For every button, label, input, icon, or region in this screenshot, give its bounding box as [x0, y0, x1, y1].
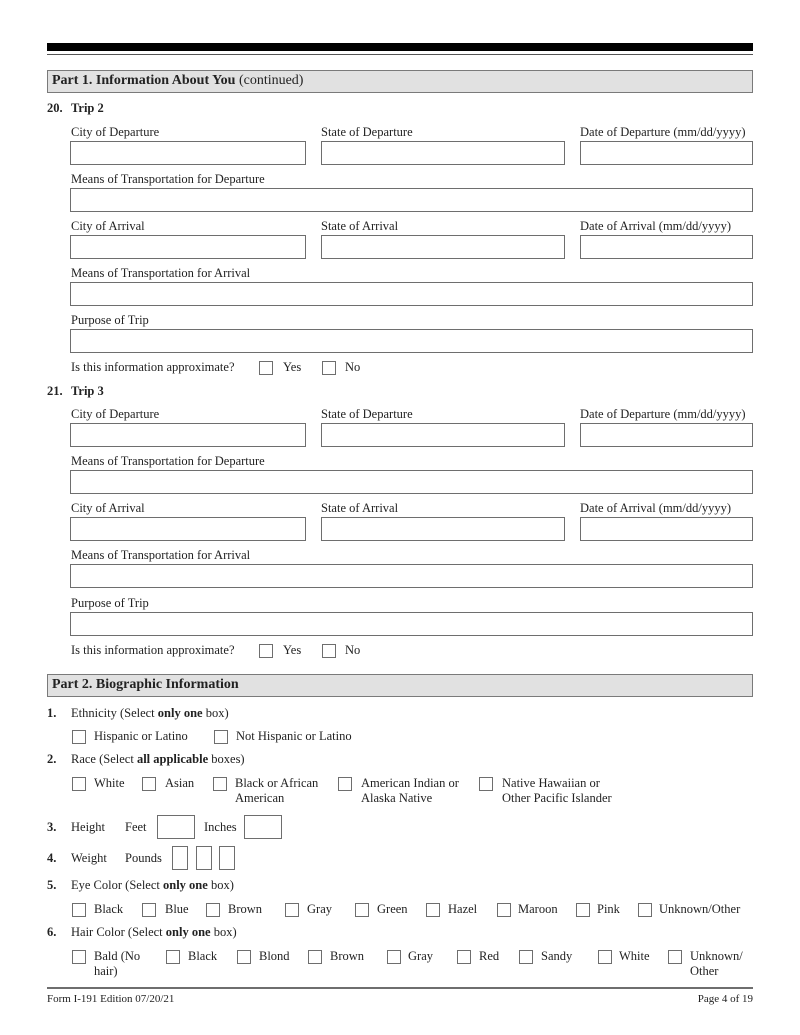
- weight-label: Weight: [71, 851, 107, 865]
- question-number: 1.: [47, 706, 57, 720]
- question-number: 5.: [47, 878, 57, 892]
- eye-hazel-checkbox[interactable]: [426, 903, 440, 917]
- approx-no-checkbox[interactable]: [322, 644, 336, 658]
- eye-color-label: Eye Color (Select only one box): [71, 878, 234, 892]
- ethnicity-not-hispanic-checkbox[interactable]: [214, 730, 228, 744]
- no-label: No: [345, 360, 361, 374]
- trip-title: Trip 3: [71, 384, 104, 398]
- date-departure-input[interactable]: [580, 141, 753, 165]
- city-departure-label: City of Departure: [71, 407, 160, 421]
- option-label: Red: [479, 949, 500, 963]
- option-label: Hispanic or Latino: [94, 729, 188, 743]
- hair-unknown-checkbox[interactable]: [668, 950, 682, 964]
- city-departure-input[interactable]: [70, 141, 306, 165]
- option-label: Blue: [165, 902, 189, 916]
- city-arrival-label: City of Arrival: [71, 501, 145, 515]
- footer-rule: [47, 987, 753, 989]
- option-label: Black or African American: [235, 776, 319, 805]
- option-label: Black: [94, 902, 124, 916]
- purpose-input[interactable]: [70, 329, 753, 353]
- option-label: American Indian or Alaska Native: [361, 776, 459, 805]
- option-label: Blond: [259, 949, 290, 963]
- means-arrival-label: Means of Transportation for Arrival: [71, 266, 251, 280]
- city-arrival-input[interactable]: [70, 517, 306, 541]
- eye-gray-checkbox[interactable]: [285, 903, 299, 917]
- weight-digit-1-input[interactable]: [172, 846, 188, 870]
- means-arrival-input[interactable]: [70, 282, 753, 306]
- height-inches-input[interactable]: [244, 815, 282, 839]
- part1-header: [47, 70, 753, 93]
- part1-title-suffix: (continued): [235, 73, 304, 88]
- state-arrival-input[interactable]: [321, 517, 565, 541]
- option-label: Hazel: [448, 902, 478, 916]
- state-arrival-label: State of Arrival: [321, 219, 399, 233]
- hair-gray-checkbox[interactable]: [387, 950, 401, 964]
- approx-yes-checkbox[interactable]: [259, 644, 273, 658]
- top-rule-thick: [47, 43, 753, 51]
- option-label: Bald (No hair): [94, 949, 141, 978]
- part1-title: Part 1. Information About You: [52, 73, 236, 88]
- city-arrival-label: City of Arrival: [71, 219, 145, 233]
- question-number: 4.: [47, 851, 57, 865]
- race-white-checkbox[interactable]: [72, 777, 86, 791]
- part2-title: Part 2. Biographic Information: [52, 677, 239, 692]
- state-arrival-label: State of Arrival: [321, 501, 399, 515]
- state-departure-label: State of Departure: [321, 407, 413, 421]
- option-label: Brown: [330, 949, 365, 963]
- hair-brown-checkbox[interactable]: [308, 950, 322, 964]
- trip-title: Trip 2: [71, 101, 104, 115]
- means-departure-input[interactable]: [70, 188, 753, 212]
- weight-digit-3-input[interactable]: [219, 846, 235, 870]
- weight-digit-2-input[interactable]: [196, 846, 212, 870]
- means-departure-label: Means of Transportation for Departure: [71, 172, 265, 186]
- race-asian-checkbox[interactable]: [142, 777, 156, 791]
- ethnicity-label: Ethnicity (Select only one box): [71, 706, 229, 720]
- height-feet-input[interactable]: [157, 815, 195, 839]
- eye-maroon-checkbox[interactable]: [497, 903, 511, 917]
- page-number: Page 4 of 19: [697, 993, 753, 1005]
- part2-header: [47, 674, 753, 697]
- option-label: Black: [188, 949, 218, 963]
- hair-bald-checkbox[interactable]: [72, 950, 86, 964]
- approx-yes-checkbox[interactable]: [259, 361, 273, 375]
- option-label: Gray: [408, 949, 433, 963]
- hair-sandy-checkbox[interactable]: [519, 950, 533, 964]
- approx-no-checkbox[interactable]: [322, 361, 336, 375]
- hair-black-checkbox[interactable]: [166, 950, 180, 964]
- option-label: Unknown/Other: [659, 902, 741, 916]
- hair-blond-checkbox[interactable]: [237, 950, 251, 964]
- race-american-indian-checkbox[interactable]: [338, 777, 352, 791]
- question-number: 21.: [47, 384, 63, 398]
- question-number: 6.: [47, 925, 57, 939]
- eye-blue-checkbox[interactable]: [142, 903, 156, 917]
- city-arrival-input[interactable]: [70, 235, 306, 259]
- option-label: Green: [377, 902, 408, 916]
- eye-unknown-checkbox[interactable]: [638, 903, 652, 917]
- date-arrival-input[interactable]: [580, 235, 753, 259]
- no-label: No: [345, 643, 361, 657]
- question-number: 3.: [47, 820, 57, 834]
- means-departure-input[interactable]: [70, 470, 753, 494]
- race-native-hawaiian-checkbox[interactable]: [479, 777, 493, 791]
- date-arrival-input[interactable]: [580, 517, 753, 541]
- option-label: Unknown/ Other: [690, 949, 743, 978]
- state-departure-input[interactable]: [321, 423, 565, 447]
- inches-label: Inches: [204, 820, 237, 834]
- height-label: Height: [71, 820, 106, 834]
- date-arrival-label: Date of Arrival (mm/dd/yyyy): [580, 219, 732, 233]
- yes-label: Yes: [283, 360, 302, 374]
- form-edition: Form I-191 Edition 07/20/21: [47, 993, 175, 1005]
- date-departure-input[interactable]: [580, 423, 753, 447]
- hair-red-checkbox[interactable]: [457, 950, 471, 964]
- means-arrival-label: Means of Transportation for Arrival: [71, 548, 251, 562]
- question-number: 2.: [47, 752, 57, 766]
- purpose-label: Purpose of Trip: [71, 313, 149, 327]
- means-departure-label: Means of Transportation for Departure: [71, 454, 265, 468]
- city-departure-label: City of Departure: [71, 125, 160, 139]
- option-label: White: [619, 949, 650, 963]
- state-departure-input[interactable]: [321, 141, 565, 165]
- question-number: 20.: [47, 101, 63, 115]
- eye-brown-checkbox[interactable]: [206, 903, 220, 917]
- feet-label: Feet: [125, 820, 147, 834]
- option-label: Native Hawaiian or Other Pacific Islander: [502, 776, 612, 805]
- option-label: Pink: [597, 902, 620, 916]
- option-label: Maroon: [518, 902, 558, 916]
- state-departure-label: State of Departure: [321, 125, 413, 139]
- city-departure-input[interactable]: [70, 423, 306, 447]
- yes-label: Yes: [283, 643, 302, 657]
- means-arrival-input[interactable]: [70, 564, 753, 588]
- hair-white-checkbox[interactable]: [598, 950, 612, 964]
- eye-pink-checkbox[interactable]: [576, 903, 590, 917]
- date-departure-label: Date of Departure (mm/dd/yyyy): [580, 125, 746, 139]
- date-arrival-label: Date of Arrival (mm/dd/yyyy): [580, 501, 732, 515]
- option-label: Brown: [228, 902, 263, 916]
- eye-black-checkbox[interactable]: [72, 903, 86, 917]
- state-arrival-input[interactable]: [321, 235, 565, 259]
- purpose-input[interactable]: [70, 612, 753, 636]
- approx-label: Is this information approximate?: [71, 643, 235, 657]
- date-departure-label: Date of Departure (mm/dd/yyyy): [580, 407, 746, 421]
- option-label: White: [94, 776, 125, 790]
- top-rule-thin: [47, 54, 753, 55]
- option-label: Sandy: [541, 949, 573, 963]
- hair-color-label: Hair Color (Select only one box): [71, 925, 237, 939]
- race-label: Race (Select all applicable boxes): [71, 752, 245, 766]
- pounds-label: Pounds: [125, 851, 162, 865]
- ethnicity-hispanic-checkbox[interactable]: [72, 730, 86, 744]
- approx-label: Is this information approximate?: [71, 360, 235, 374]
- option-label: Gray: [307, 902, 332, 916]
- option-label: Asian: [165, 776, 195, 790]
- race-black-checkbox[interactable]: [213, 777, 227, 791]
- purpose-label: Purpose of Trip: [71, 596, 149, 610]
- eye-green-checkbox[interactable]: [355, 903, 369, 917]
- option-label: Not Hispanic or Latino: [236, 729, 352, 743]
